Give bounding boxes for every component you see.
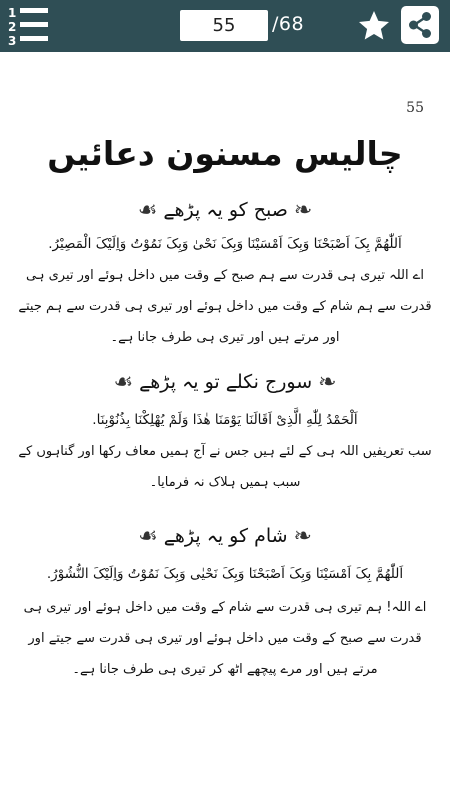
ornament-icon: ❧: [318, 370, 337, 395]
ornament-icon: ❧: [293, 198, 313, 223]
share-icon[interactable]: [401, 6, 439, 44]
dua-arabic-sunrise: اَلْحَمْدُ لِلّٰهِ الَّذِیْ اَقَالَنَا یَوْمَنَا هٰذَا وَلَمْ یُهْلِکْنَا بِذُنُوْبِنَا.: [92, 412, 358, 428]
dua-translation-evening: اے اللہ! ہم تیری ہی قدرت سے شام کے وقت میں داخل ہوئے اور تیری ہی قدرت سے صبح کے وقت میں داخل ہوئے اور تیری ہی قدرت سے جیتے اور مرتے ہیں اور مرے پیچھے اٹھ کر تیری ہی طرف جانا ہے۔: [23, 600, 427, 677]
ornament-icon: ☙: [138, 524, 158, 549]
book-page: [0, 52, 450, 800]
section-heading-evening: ❧شام کو یہ پڑھے☙: [138, 524, 312, 549]
star-icon[interactable]: [356, 8, 392, 44]
page-number: 55: [406, 100, 424, 116]
section-heading-morning: ❧صبح کو یہ پڑھے☙: [137, 198, 313, 223]
page-number-input[interactable]: [180, 10, 268, 41]
ornament-icon: ❧: [293, 524, 312, 549]
page-title: چالیس مسنون دعائیں: [47, 134, 403, 173]
top-app-bar: [0, 0, 450, 52]
section-heading-sunrise: ❧سورج نکلے تو یہ پڑھے☙: [113, 370, 337, 395]
svg-text:1: 1: [8, 6, 17, 20]
numbered-list-icon[interactable]: [4, 4, 52, 48]
ornament-icon: ☙: [137, 198, 158, 223]
dua-arabic-morning: اَللّٰھُمَّ بِکَ اَصْبَحْنَا وَبِکَ اَمْسَیْنَا وَبِکَ نَحْیٰ وَبِکَ نَمُوْتُ وَاِلَیْکَ الْمَصِیْرُ.: [48, 236, 402, 252]
ornament-icon: ☙: [113, 370, 134, 395]
dua-translation-morning: اے اللہ تیری ہی قدرت سے ہم صبح کے وقت میں داخل ہوئے اور تیری ہی قدرت سے ہم شام کے وقت میں داخل ہوئے اور تیری ہی قدرت سے ہم جیتے اور مرتے ہیں اور تیری ہی طرف جانا ہے۔: [18, 268, 432, 345]
svg-text:2: 2: [8, 20, 17, 34]
dua-translation-sunrise: سب تعریفیں اللہ ہی کے لئے ہیں جس نے آج ہمیں معاف رکھا اور گناہوں کے سبب ہمیں ہلاک نہ فرمایا۔: [18, 444, 432, 490]
svg-text:3: 3: [8, 34, 17, 48]
dua-arabic-evening: اَللّٰھُمَّ بِکَ اَمْسَیْنَا وَبِکَ اَصْبَحْنَا وَبِکَ نَحْیٰی وَبِکَ نَمُوْتُ وَاِلَیْکَ النُّشُوْرُ.: [46, 566, 404, 582]
total-pages-label: /68: [272, 13, 305, 35]
